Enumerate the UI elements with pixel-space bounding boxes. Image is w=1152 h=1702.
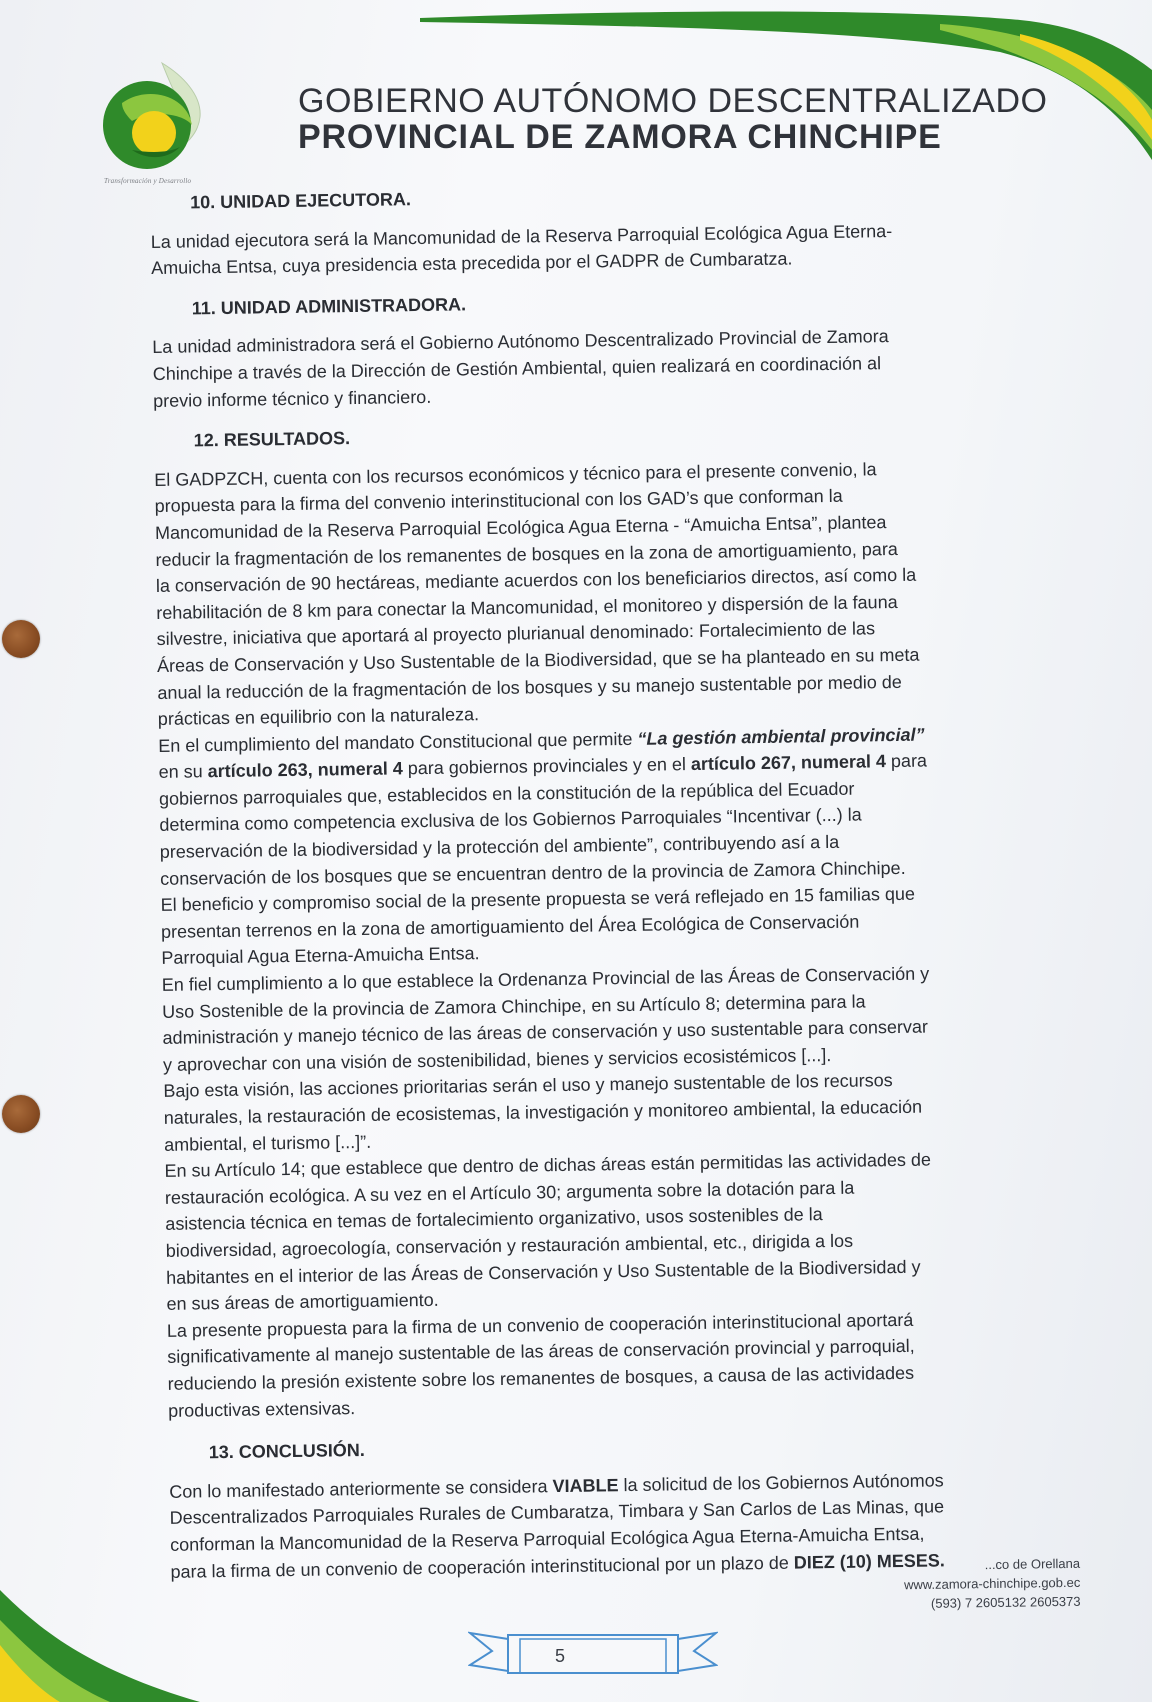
punch-hole <box>2 1095 40 1133</box>
text-line: Chinchipe a través de la Dirección de Gestión Ambiental, quien realizará en coordinación al <box>152 353 882 384</box>
text-line: La unidad ejecutora será la Mancomunidad de la Reserva Parroquial Ecológica Agua Eterna- <box>150 220 893 252</box>
footer-swoosh-decoration <box>0 1590 200 1702</box>
text-line: previo informe técnico y financiero. <box>152 386 432 411</box>
text-line: Uso Sostenible de la provincia de Zamora Chinchipe, en su Artículo 8; determina para la <box>162 991 866 1022</box>
text-run-bold: VIABLE <box>552 1474 619 1496</box>
section-heading: 13. CONCLUSIÓN. <box>208 1440 365 1463</box>
footer-website: www.zamora-chinchipe.gob.ec <box>903 1574 1081 1593</box>
text-line: asistencia técnica en temas de fortalecimiento organizativo, usos sostenibles de la <box>165 1204 823 1235</box>
text-line: reducir la fragmentación de los remanentes de bosques en la zona de amortiguamiento, para <box>155 538 899 570</box>
text-run: para la firma de un convenio de cooperación interinstitucional por un plazo de <box>170 1552 794 1582</box>
text-line: En su Artículo 14; que establece que dentro de dichas áreas están permitidas las actividades de <box>164 1149 932 1182</box>
text-line: prácticas en equilibrio con la naturaleza. <box>157 704 480 730</box>
text-line: preservación de la biodiversidad y la protección del ambiente”, contribuyendo así a la <box>159 831 840 862</box>
paragraph <box>169 1466 1005 1585</box>
text-run-bold: DIEZ (10) MESES. <box>793 1549 945 1573</box>
text-line: la conservación de 90 hectáreas, mediante acuerdos con los beneficiarios directos, así como la <box>155 564 917 597</box>
text-line: El beneficio y compromiso social de la presente propuesta se verá reflejado en 15 familias que <box>160 883 916 916</box>
text-line: ambiental, el turismo [...]”. <box>164 1131 372 1155</box>
paragraph <box>159 773 1003 1424</box>
paragraph <box>152 322 988 414</box>
footer-address: ...co de Orellana <box>984 1555 1080 1573</box>
text-line: Mancomunidad de la Reserva Parroquial Ecológica Agua Eterna - “Amuicha Entsa”, plantea <box>154 512 887 543</box>
page-number: 5 <box>554 1646 565 1666</box>
header-title-line1: GOBIERNO AUTÓNOMO DESCENTRALIZADO <box>298 82 1048 120</box>
text-line: En fiel cumplimiento a lo que establece la Ordenanza Provincial de las Áreas de Conservación y <box>161 963 930 995</box>
text-run: la solicitud de los Gobiernos Autónomos <box>618 1470 944 1495</box>
text-line: presentan terrenos en la zona de amortiguamiento del Área Ecológica de Conservación <box>160 911 860 942</box>
text-line: propuesta para la firma del convenio interinstitucional con los GAD’s que conforman la <box>154 486 843 517</box>
punch-hole <box>2 620 40 658</box>
text-run: en su <box>158 761 208 783</box>
section-heading: 12. RESULTADOS. <box>193 428 351 451</box>
section-heading: 10. UNIDAD EJECUTORA. <box>190 189 412 213</box>
text-run-emphasis: “La gestión ambiental provincial” <box>637 724 925 749</box>
logo-caption: Transformación y Desarrollo <box>104 177 192 185</box>
text-line: determina como competencia exclusiva de los Gobiernos Parroquiales “Incentivar (...) la <box>159 804 862 836</box>
header-title-line2: PROVINCIAL DE ZAMORA CHINCHIPE <box>298 118 942 156</box>
text-line: significativamente al manejo sustentable de las áreas de conservación provincial y parroquial, <box>167 1336 915 1368</box>
text-line: restauración ecológica. A su vez en el Artículo 30; argumenta sobre la dotación para la <box>164 1177 855 1208</box>
text-line: habitantes en el interior de las Áreas de Conservación y Uso Sustentable de la Biodiversidad y <box>165 1256 921 1288</box>
footer-contact <box>903 1554 1080 1613</box>
text-line: anual la reducción de la fragmentación de los bosques y su manejo sustentable por medio de <box>157 671 902 703</box>
text-run-bold: artículo 263, numeral 4 <box>207 758 403 782</box>
text-line: naturales, la restauración de ecosistemas, la investigación y monitoreo ambiental, la educación <box>163 1096 923 1128</box>
document-body <box>150 178 1006 1585</box>
text-line: biodiversidad, agroecología, conservación y restauración ambiental, etc., dirigida a los <box>165 1230 854 1261</box>
text-line: y aprovechar con una visión de sostenibilidad, bienes y servicios ecosistémicos [...]. <box>162 1044 832 1075</box>
text-line: Parroquial Agua Eterna-Amuicha Entsa. <box>161 943 480 969</box>
text-line: administración y manejo técnico de las áreas de conservación y uso sustentable para conservar <box>162 1016 929 1049</box>
text-line: La presente propuesta para la firma de un convenio de cooperación interinstitucional aportará <box>166 1309 914 1341</box>
section-heading: 11. UNIDAD ADMINISTRADORA. <box>191 294 467 319</box>
text-line: productivas extensivas. <box>167 1397 356 1421</box>
text-line: La unidad administradora será el Gobierno Autónomo Descentralizado Provincial de Zamora <box>152 326 889 358</box>
text-run: para gobiernos provinciales y en el <box>402 754 692 779</box>
text-run: para <box>885 750 928 772</box>
text-line: conservación de los bosques que se encuentran dentro de la provincia de Zamora Chinchipe. <box>160 857 906 889</box>
text-line: reduciendo la presión existente sobre los remanentes de bosques, a causa de las actividades <box>167 1362 915 1394</box>
text-line: Amuicha Entsa, cuya presidencia esta precedida por el GADPR de Cumbaratza. <box>151 248 793 279</box>
text-line: silvestre, iniciativa que aportará al proyecto plurianual denominado: Fortalecimiento de las <box>156 618 876 650</box>
text-line: El GADPZCH, cuenta con los recursos económicos y técnico para el presente convenio, la <box>154 459 877 490</box>
text-run: Con lo manifestado anteriormente se considera <box>169 1475 553 1502</box>
footer-phone: (593) 7 2605132 2605373 <box>930 1593 1081 1611</box>
text-run: En el cumplimiento del mandato Constitucional que permite <box>158 728 638 756</box>
paragraph <box>154 454 993 732</box>
text-line: Áreas de Conservación y Uso Sustentable de la Biodiversidad, que se ha planteado en su meta <box>156 644 920 676</box>
text-line: Descentralizados Parroquiales Rurales de Cumbaratza, Timbara y San Carlos de Las Minas, que <box>169 1496 945 1529</box>
text-line: gobiernos parroquiales que, establecidos en la constitución de la república del Ecuador <box>158 778 855 809</box>
text-line: Bajo esta visión, las acciones prioritarias serán el uso y manejo sustentable de los recursos <box>163 1070 893 1102</box>
text-run-bold: artículo 267, numeral 4 <box>690 751 887 775</box>
text-line: conforman la Mancomunidad de la Reserva Parroquial Ecológica Agua Eterna-Amuicha Entsa, <box>169 1523 925 1555</box>
text-line: en sus áreas de amortiguamiento. <box>166 1289 439 1315</box>
text-line: rehabilitación de 8 km para conectar la Mancomunidad, el monitoreo y dispersión de la fauna <box>156 591 898 623</box>
provincial-logo-icon <box>92 55 222 185</box>
